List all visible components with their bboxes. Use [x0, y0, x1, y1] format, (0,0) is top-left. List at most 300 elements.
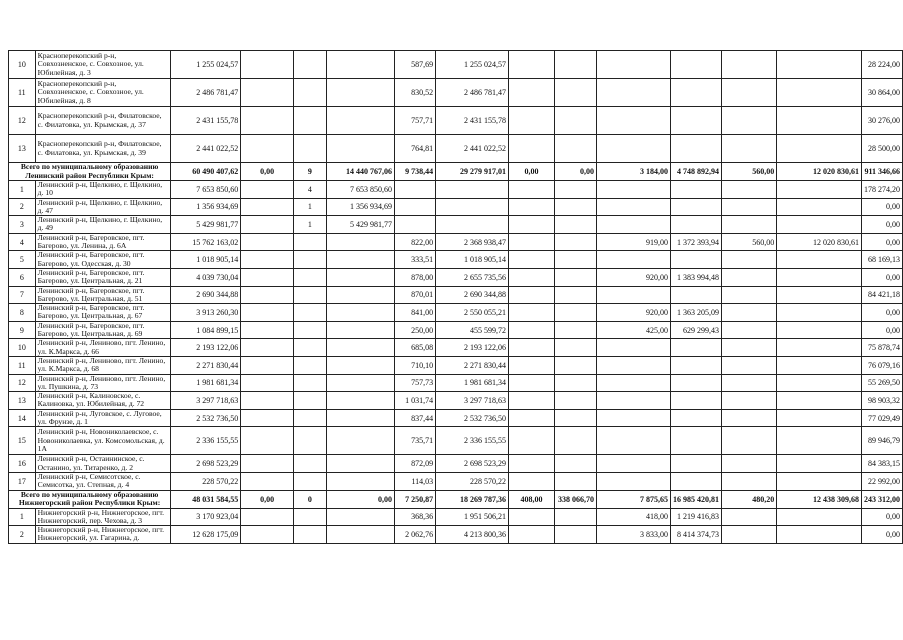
building-address: Ленинский р-н, Новониколаевское, с. Новониколаевка, ул. Комсомольская, д. 1А [35, 427, 171, 455]
value-cell-col-2 [241, 409, 294, 427]
value-cell-col-13: 75 878,74 [862, 339, 903, 357]
table-row [9, 508, 903, 526]
value-cell-col-11 [721, 181, 776, 199]
value-cell-col-3 [293, 356, 326, 374]
building-address: Ленинский р-н, Щелкино, г. Щелкино, д. 47 [35, 198, 171, 216]
value-cell-col-9 [597, 251, 671, 269]
value-cell-col-7 [508, 304, 554, 322]
building-address: Ленинский р-н, Щелкино, г. Щелкино, д. 49 [35, 216, 171, 234]
subtotal-label: Всего по муниципальному образованию Нижнегорский район Республики Крым: [9, 490, 171, 508]
value-cell-col-13: 84 421,18 [862, 286, 903, 304]
value-cell-col-2 [241, 198, 294, 216]
value-cell-col-8 [555, 392, 597, 410]
table-row [9, 304, 903, 322]
value-cell-col-11 [721, 339, 776, 357]
value-cell-col-9 [597, 339, 671, 357]
value-cell-col-10 [670, 198, 721, 216]
value-cell-col-13: 0,00 [862, 216, 903, 234]
value-cell-col-1: 2 698 523,29 [171, 455, 241, 473]
table-row [9, 107, 903, 135]
value-cell-col-3 [293, 321, 326, 339]
value-cell-col-4 [326, 409, 394, 427]
table-row [9, 181, 903, 199]
value-cell-col-8 [555, 251, 597, 269]
value-cell-col-11 [721, 427, 776, 455]
value-cell-col-8 [555, 268, 597, 286]
value-cell-col-13: 89 946,79 [862, 427, 903, 455]
value-cell-col-10 [670, 251, 721, 269]
value-cell-col-1: 1 356 934,69 [171, 198, 241, 216]
value-cell-col-8 [555, 216, 597, 234]
value-cell-col-2 [241, 286, 294, 304]
value-cell-col-3: 4 [293, 181, 326, 199]
value-cell-col-7 [508, 268, 554, 286]
value-cell-col-5: 587,69 [394, 51, 435, 79]
value-cell-col-13: 0,00 [862, 321, 903, 339]
value-cell-col-9 [597, 198, 671, 216]
value-cell-col-6: 455 599,72 [436, 321, 509, 339]
value-cell-col-1: 48 031 584,55 [171, 490, 241, 508]
value-cell-col-8 [555, 107, 597, 135]
value-cell-col-11 [721, 198, 776, 216]
value-cell-col-2 [241, 51, 294, 79]
value-cell-col-11 [721, 107, 776, 135]
value-cell-col-9 [597, 216, 671, 234]
value-cell-col-3 [293, 472, 326, 490]
value-cell-col-5 [394, 198, 435, 216]
value-cell-col-3 [293, 374, 326, 392]
value-cell-col-1: 2 336 155,55 [171, 427, 241, 455]
value-cell-col-9 [597, 356, 671, 374]
value-cell-col-2 [241, 79, 294, 107]
value-cell-col-4 [326, 79, 394, 107]
value-cell-col-1: 2 271 830,44 [171, 356, 241, 374]
value-cell-col-8 [555, 304, 597, 322]
value-cell-col-6: 2 441 022,52 [436, 135, 509, 163]
value-cell-col-2 [241, 508, 294, 526]
table-row [9, 286, 903, 304]
value-cell-col-12 [777, 472, 862, 490]
value-cell-col-12 [777, 51, 862, 79]
value-cell-col-6: 2 368 938,47 [436, 233, 509, 251]
value-cell-col-5: 250,00 [394, 321, 435, 339]
value-cell-col-13: 0,00 [862, 508, 903, 526]
value-cell-col-4 [326, 107, 394, 135]
value-cell-col-1: 5 429 981,77 [171, 216, 241, 234]
value-cell-col-2 [241, 135, 294, 163]
value-cell-col-6: 2 271 830,44 [436, 356, 509, 374]
value-cell-col-1: 1 018 905,14 [171, 251, 241, 269]
value-cell-col-1: 3 913 260,30 [171, 304, 241, 322]
building-address: Ленинский р-н, Щелкино, г. Щелкино, д. 10 [35, 181, 171, 199]
value-cell-col-6 [436, 216, 509, 234]
row-number: 9 [9, 321, 36, 339]
value-cell-col-9 [597, 181, 671, 199]
value-cell-col-1: 2 431 155,78 [171, 107, 241, 135]
row-number: 2 [9, 198, 36, 216]
table-row [9, 268, 903, 286]
value-cell-col-9 [597, 455, 671, 473]
value-cell-col-4 [326, 51, 394, 79]
row-number: 10 [9, 51, 36, 79]
value-cell-col-2: 0,00 [241, 163, 294, 181]
value-cell-col-10 [670, 427, 721, 455]
value-cell-col-4 [326, 339, 394, 357]
row-number: 8 [9, 304, 36, 322]
building-address: Красноперекопский р-н, Филатовское, с. Филатовка, ул. Крымская, д. 39 [35, 135, 171, 163]
value-cell-col-1: 2 441 022,52 [171, 135, 241, 163]
value-cell-col-13: 0,00 [862, 304, 903, 322]
value-cell-col-12 [777, 526, 862, 544]
value-cell-col-8 [555, 508, 597, 526]
value-cell-col-9 [597, 286, 671, 304]
value-cell-col-4 [326, 508, 394, 526]
value-cell-col-2 [241, 321, 294, 339]
value-cell-col-7 [508, 321, 554, 339]
value-cell-col-13: 84 383,15 [862, 455, 903, 473]
value-cell-col-7 [508, 107, 554, 135]
building-address: Ленинский р-н, Семисотское, с. Семисотка, ул. Степная, д. 4 [35, 472, 171, 490]
value-cell-col-7 [508, 392, 554, 410]
row-number: 4 [9, 233, 36, 251]
value-cell-col-9 [597, 392, 671, 410]
value-cell-col-2 [241, 107, 294, 135]
value-cell-col-1: 60 490 407,62 [171, 163, 241, 181]
value-cell-col-5: 735,71 [394, 427, 435, 455]
value-cell-col-10: 4 748 892,94 [670, 163, 721, 181]
value-cell-col-3 [293, 392, 326, 410]
value-cell-col-5: 333,51 [394, 251, 435, 269]
value-cell-col-13: 22 992,00 [862, 472, 903, 490]
value-cell-col-13: 77 029,49 [862, 409, 903, 427]
value-cell-col-11 [721, 135, 776, 163]
value-cell-col-9 [597, 374, 671, 392]
value-cell-col-10 [670, 286, 721, 304]
value-cell-col-12 [777, 374, 862, 392]
row-number: 2 [9, 526, 36, 544]
value-cell-col-5: 830,52 [394, 79, 435, 107]
value-cell-col-11 [721, 409, 776, 427]
row-number: 6 [9, 268, 36, 286]
value-cell-col-13: 911 346,66 [862, 163, 903, 181]
value-cell-col-5: 757,73 [394, 374, 435, 392]
value-cell-col-11 [721, 251, 776, 269]
value-cell-col-8 [555, 472, 597, 490]
value-cell-col-13: 55 269,50 [862, 374, 903, 392]
building-address: Нижнегорский р-н, Нижнегорское, пгт. Нижнегорский, ул. Гагарина, д. [35, 526, 171, 544]
row-number: 1 [9, 181, 36, 199]
table-row [9, 472, 903, 490]
value-cell-col-10 [670, 374, 721, 392]
value-cell-col-6: 4 213 800,36 [436, 526, 509, 544]
building-address: Ленинский р-н, Лениново, пгт. Ленино, ул. Пушкина, д. 73 [35, 374, 171, 392]
value-cell-col-11 [721, 286, 776, 304]
value-cell-col-12 [777, 286, 862, 304]
value-cell-col-2 [241, 455, 294, 473]
value-cell-col-2 [241, 427, 294, 455]
value-cell-col-10 [670, 181, 721, 199]
value-cell-col-13: 0,00 [862, 526, 903, 544]
value-cell-col-6: 2 655 735,56 [436, 268, 509, 286]
value-cell-col-9 [597, 51, 671, 79]
value-cell-col-7 [508, 233, 554, 251]
value-cell-col-10 [670, 356, 721, 374]
value-cell-col-10: 8 414 374,73 [670, 526, 721, 544]
building-address: Красноперекопский р-н, Совхозненское, с. Совхозное, ул. Юбилейная, д. 8 [35, 79, 171, 107]
value-cell-col-12 [777, 251, 862, 269]
value-cell-col-4 [326, 455, 394, 473]
value-cell-col-3 [293, 304, 326, 322]
value-cell-col-2 [241, 526, 294, 544]
value-cell-col-11 [721, 508, 776, 526]
value-cell-col-3 [293, 339, 326, 357]
value-cell-col-6: 1 255 024,57 [436, 51, 509, 79]
value-cell-col-12 [777, 339, 862, 357]
value-cell-col-13: 30 864,00 [862, 79, 903, 107]
value-cell-col-1: 12 628 175,09 [171, 526, 241, 544]
value-cell-col-9: 418,00 [597, 508, 671, 526]
value-cell-col-5: 9 738,44 [394, 163, 435, 181]
row-number: 12 [9, 374, 36, 392]
value-cell-col-12 [777, 321, 862, 339]
value-cell-col-4 [326, 356, 394, 374]
value-cell-col-5: 837,44 [394, 409, 435, 427]
value-cell-col-6 [436, 198, 509, 216]
building-address: Красноперекопский р-н, Совхозненское, с. Совхозное, ул. Юбилейная, д. 3 [35, 51, 171, 79]
value-cell-col-13: 178 274,20 [862, 181, 903, 199]
value-cell-col-6: 2 690 344,88 [436, 286, 509, 304]
row-number: 13 [9, 392, 36, 410]
subtotal-row [9, 163, 903, 181]
value-cell-col-5: 114,03 [394, 472, 435, 490]
value-cell-col-9 [597, 135, 671, 163]
value-cell-col-7: 408,00 [508, 490, 554, 508]
value-cell-col-4 [326, 374, 394, 392]
value-cell-col-9: 919,00 [597, 233, 671, 251]
value-cell-col-3 [293, 268, 326, 286]
value-cell-col-7 [508, 135, 554, 163]
value-cell-col-5: 870,01 [394, 286, 435, 304]
value-cell-col-5: 2 062,76 [394, 526, 435, 544]
value-cell-col-2 [241, 374, 294, 392]
value-cell-col-4: 0,00 [326, 490, 394, 508]
table-row [9, 135, 903, 163]
value-cell-col-7 [508, 356, 554, 374]
value-cell-col-3: 1 [293, 198, 326, 216]
value-cell-col-6: 29 279 917,01 [436, 163, 509, 181]
value-cell-col-10: 16 985 420,81 [670, 490, 721, 508]
value-cell-col-2 [241, 216, 294, 234]
value-cell-col-6: 2 336 155,55 [436, 427, 509, 455]
building-address: Ленинский р-н, Багеровское, пгт. Багерово, ул. Одесская, д. 30 [35, 251, 171, 269]
value-cell-col-4: 5 429 981,77 [326, 216, 394, 234]
value-cell-col-10 [670, 392, 721, 410]
value-cell-col-13: 98 903,32 [862, 392, 903, 410]
value-cell-col-12 [777, 508, 862, 526]
value-cell-col-3 [293, 251, 326, 269]
value-cell-col-5: 757,71 [394, 107, 435, 135]
value-cell-col-7 [508, 216, 554, 234]
value-cell-col-10: 1 363 205,09 [670, 304, 721, 322]
value-cell-col-8 [555, 79, 597, 107]
value-cell-col-10 [670, 79, 721, 107]
subtotal-label: Всего по муниципальному образованию Ленинский район Республики Крым: [9, 163, 171, 181]
row-number: 7 [9, 286, 36, 304]
table-row [9, 233, 903, 251]
value-cell-col-12: 12 438 309,68 [777, 490, 862, 508]
table-row [9, 321, 903, 339]
value-cell-col-6: 1 981 681,34 [436, 374, 509, 392]
value-cell-col-6: 2 486 781,47 [436, 79, 509, 107]
value-cell-col-8 [555, 356, 597, 374]
value-cell-col-6: 2 698 523,29 [436, 455, 509, 473]
value-cell-col-13: 28 500,00 [862, 135, 903, 163]
row-number: 11 [9, 79, 36, 107]
value-cell-col-2 [241, 356, 294, 374]
value-cell-col-6: 2 431 155,78 [436, 107, 509, 135]
value-cell-col-12 [777, 79, 862, 107]
value-cell-col-5: 7 250,87 [394, 490, 435, 508]
value-cell-col-3 [293, 135, 326, 163]
value-cell-col-10 [670, 455, 721, 473]
value-cell-col-5: 685,08 [394, 339, 435, 357]
value-cell-col-10 [670, 472, 721, 490]
row-number: 16 [9, 455, 36, 473]
value-cell-col-8 [555, 321, 597, 339]
table-row [9, 198, 903, 216]
value-cell-col-6: 228 570,22 [436, 472, 509, 490]
value-cell-col-7 [508, 79, 554, 107]
row-number: 14 [9, 409, 36, 427]
value-cell-col-6: 1 018 905,14 [436, 251, 509, 269]
row-number: 11 [9, 356, 36, 374]
value-cell-col-7 [508, 339, 554, 357]
value-cell-col-4: 7 653 850,60 [326, 181, 394, 199]
value-cell-col-3 [293, 79, 326, 107]
building-address: Ленинский р-н, Багеровское, пгт. Багерово, ул. Центральная, д. 69 [35, 321, 171, 339]
value-cell-col-12 [777, 409, 862, 427]
value-cell-col-5 [394, 216, 435, 234]
value-cell-col-1: 3 170 923,04 [171, 508, 241, 526]
value-cell-col-12 [777, 455, 862, 473]
row-number: 15 [9, 427, 36, 455]
value-cell-col-13: 0,00 [862, 268, 903, 286]
value-cell-col-9 [597, 472, 671, 490]
value-cell-col-5: 1 031,74 [394, 392, 435, 410]
value-cell-col-9: 920,00 [597, 304, 671, 322]
value-cell-col-8 [555, 233, 597, 251]
value-cell-col-3 [293, 455, 326, 473]
value-cell-col-1: 1 981 681,34 [171, 374, 241, 392]
value-cell-col-1: 228 570,22 [171, 472, 241, 490]
value-cell-col-12 [777, 216, 862, 234]
value-cell-col-3 [293, 286, 326, 304]
value-cell-col-11 [721, 356, 776, 374]
building-address: Ленинский р-н, Калиновское, с. Калиновка, ул. Юбилейная, д. 72 [35, 392, 171, 410]
value-cell-col-4 [326, 268, 394, 286]
value-cell-col-11 [721, 374, 776, 392]
value-cell-col-10 [670, 135, 721, 163]
value-cell-col-2 [241, 472, 294, 490]
value-cell-col-7 [508, 251, 554, 269]
value-cell-col-12 [777, 198, 862, 216]
value-cell-col-3 [293, 526, 326, 544]
value-cell-col-5: 872,09 [394, 455, 435, 473]
value-cell-col-6: 18 269 787,36 [436, 490, 509, 508]
value-cell-col-12: 12 020 830,61 [777, 163, 862, 181]
table-row [9, 427, 903, 455]
value-cell-col-8 [555, 374, 597, 392]
register-body [9, 51, 903, 544]
value-cell-col-6: 2 532 736,50 [436, 409, 509, 427]
table-row [9, 216, 903, 234]
value-cell-col-5 [394, 181, 435, 199]
value-cell-col-13: 28 224,00 [862, 51, 903, 79]
value-cell-col-10 [670, 51, 721, 79]
value-cell-col-6: 2 550 055,21 [436, 304, 509, 322]
value-cell-col-4 [326, 526, 394, 544]
table-row [9, 374, 903, 392]
value-cell-col-8 [555, 181, 597, 199]
value-cell-col-7 [508, 374, 554, 392]
row-number: 5 [9, 251, 36, 269]
value-cell-col-8: 338 066,70 [555, 490, 597, 508]
value-cell-col-11 [721, 392, 776, 410]
housing-repair-register-table [8, 50, 903, 544]
value-cell-col-8 [555, 526, 597, 544]
value-cell-col-11: 480,20 [721, 490, 776, 508]
building-address: Красноперекопский р-н, Филатовское, с. Филатовка, ул. Крымская, д. 37 [35, 107, 171, 135]
value-cell-col-4 [326, 135, 394, 163]
value-cell-col-3 [293, 508, 326, 526]
value-cell-col-7 [508, 286, 554, 304]
value-cell-col-11 [721, 472, 776, 490]
value-cell-col-7 [508, 409, 554, 427]
value-cell-col-7 [508, 51, 554, 79]
value-cell-col-1: 4 039 730,04 [171, 268, 241, 286]
value-cell-col-10: 1 372 393,94 [670, 233, 721, 251]
row-number: 17 [9, 472, 36, 490]
value-cell-col-3 [293, 233, 326, 251]
value-cell-col-13: 0,00 [862, 198, 903, 216]
value-cell-col-4 [326, 427, 394, 455]
value-cell-col-13: 243 312,00 [862, 490, 903, 508]
value-cell-col-12 [777, 392, 862, 410]
subtotal-row [9, 490, 903, 508]
value-cell-col-12 [777, 304, 862, 322]
value-cell-col-12 [777, 181, 862, 199]
value-cell-col-11: 560,00 [721, 163, 776, 181]
value-cell-col-13: 0,00 [862, 233, 903, 251]
value-cell-col-5: 822,00 [394, 233, 435, 251]
value-cell-col-4 [326, 304, 394, 322]
value-cell-col-8 [555, 409, 597, 427]
value-cell-col-13: 68 169,13 [862, 251, 903, 269]
value-cell-col-5: 841,00 [394, 304, 435, 322]
value-cell-col-5: 764,81 [394, 135, 435, 163]
value-cell-col-11 [721, 526, 776, 544]
value-cell-col-10 [670, 339, 721, 357]
table-row [9, 392, 903, 410]
value-cell-col-5: 878,00 [394, 268, 435, 286]
value-cell-col-7 [508, 427, 554, 455]
building-address: Ленинский р-н, Багеровское, пгт. Багерово, ул. Центральная, д. 51 [35, 286, 171, 304]
value-cell-col-7 [508, 508, 554, 526]
building-address: Ленинский р-н, Багеровское, пгт. Багерово, ул. Центральная, д. 67 [35, 304, 171, 322]
value-cell-col-12 [777, 356, 862, 374]
value-cell-col-1: 1 084 899,15 [171, 321, 241, 339]
value-cell-col-3 [293, 409, 326, 427]
